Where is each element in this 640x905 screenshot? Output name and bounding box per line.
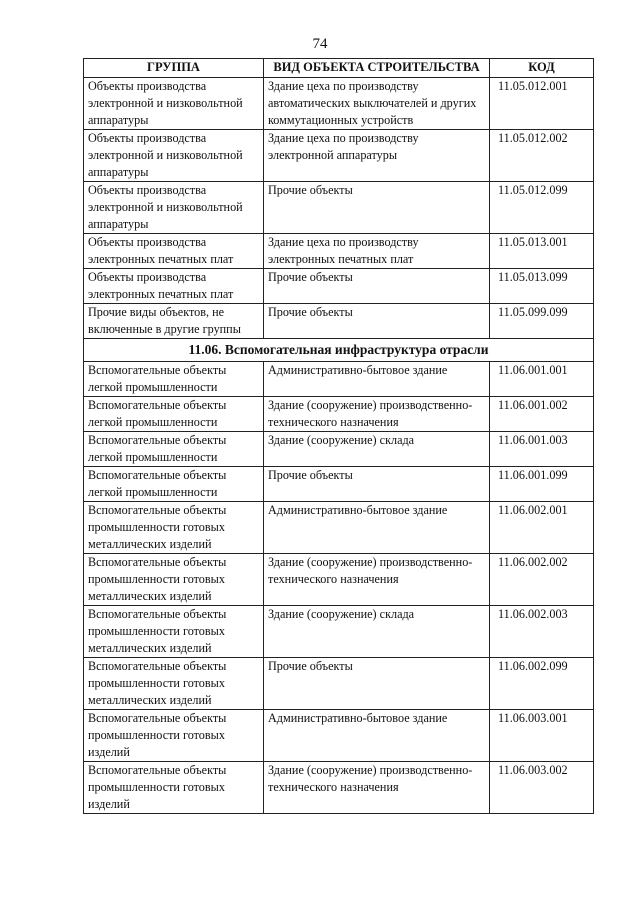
object-type-cell: Здание (сооружение) склада [264,432,490,467]
group-cell: Вспомогательные объекты легкой промышленности [84,467,264,502]
code-cell: 11.05.013.099 [490,269,594,304]
table-row [84,762,594,814]
code-cell: 11.06.002.099 [490,658,594,710]
table-row [84,432,594,467]
group-cell: Объекты производства электронных печатных плат [84,234,264,269]
code-cell: 11.05.012.002 [490,130,594,182]
table-row [84,304,594,339]
group-cell: Вспомогательные объекты промышленности готовых изделий [84,710,264,762]
table-row [84,130,594,182]
code-cell: 11.06.001.099 [490,467,594,502]
table-row [84,606,594,658]
object-type-cell: Здание (сооружение) производственно-технического назначения [264,397,490,432]
group-cell: Вспомогательные объекты промышленности готовых изделий [84,762,264,814]
code-cell: 11.06.001.001 [490,362,594,397]
object-type-cell: Административно-бытовое здание [264,710,490,762]
code-cell: 11.06.003.001 [490,710,594,762]
table-row [84,234,594,269]
group-cell: Объекты производства электронной и низковольтной аппаратуры [84,130,264,182]
page-number: 74 [312,36,328,52]
object-type-cell: Здание (сооружение) производственно-технического назначения [264,762,490,814]
code-cell: 11.06.001.003 [490,432,594,467]
object-type-cell: Прочие объекты [264,182,490,234]
group-cell: Вспомогательные объекты промышленности готовых металлических изделий [84,606,264,658]
code-cell: 11.05.013.001 [490,234,594,269]
section-title: 11.06. Вспомогательная инфраструктура отрасли [84,339,594,362]
object-type-cell: Здание (сооружение) склада [264,606,490,658]
group-cell: Объекты производства электронной и низковольтной аппаратуры [84,182,264,234]
group-cell: Вспомогательные объекты легкой промышленности [84,397,264,432]
code-cell: 11.06.002.001 [490,502,594,554]
code-cell: 11.06.002.003 [490,606,594,658]
object-type-cell: Прочие объекты [264,304,490,339]
code-cell: 11.06.003.002 [490,762,594,814]
code-cell: 11.06.002.002 [490,554,594,606]
code-cell: 11.05.012.001 [490,78,594,130]
group-cell: Вспомогательные объекты легкой промышленности [84,362,264,397]
object-type-cell: Прочие объекты [264,658,490,710]
object-type-cell: Прочие объекты [264,467,490,502]
table-row [84,269,594,304]
object-type-cell: Прочие объекты [264,269,490,304]
group-cell: Вспомогательные объекты промышленности готовых металлических изделий [84,658,264,710]
object-type-cell: Здание цеха по производству электронных печатных плат [264,234,490,269]
object-type-cell: Административно-бытовое здание [264,502,490,554]
table-row [84,658,594,710]
table-row [84,182,594,234]
table-row [84,502,594,554]
code-cell: 11.05.099.099 [490,304,594,339]
header-object-type: ВИД ОБЪЕКТА СТРОИТЕЛЬСТВА [264,59,490,78]
table-row [84,710,594,762]
code-cell: 11.05.012.099 [490,182,594,234]
object-type-cell: Административно-бытовое здание [264,362,490,397]
group-cell: Вспомогательные объекты легкой промышленности [84,432,264,467]
classification-table [83,58,594,814]
group-cell: Вспомогательные объекты промышленности готовых металлических изделий [84,554,264,606]
group-cell: Объекты производства электронных печатных плат [84,269,264,304]
table-row [84,554,594,606]
header-code: КОД [490,59,594,78]
object-type-cell: Здание цеха по производству электронной аппаратуры [264,130,490,182]
table-row [84,362,594,397]
group-cell: Объекты производства электронной и низковольтной аппаратуры [84,78,264,130]
table-header-row [84,59,594,78]
group-cell: Прочие виды объектов, не включенные в другие группы [84,304,264,339]
code-cell: 11.06.001.002 [490,397,594,432]
section-row [84,339,594,362]
group-cell: Вспомогательные объекты промышленности готовых металлических изделий [84,502,264,554]
header-group: ГРУППА [84,59,264,78]
table-row [84,78,594,130]
object-type-cell: Здание (сооружение) производственно-технического назначения [264,554,490,606]
table-row [84,467,594,502]
table-row [84,397,594,432]
object-type-cell: Здание цеха по производству автоматических выключателей и других коммутационных устройств [264,78,490,130]
